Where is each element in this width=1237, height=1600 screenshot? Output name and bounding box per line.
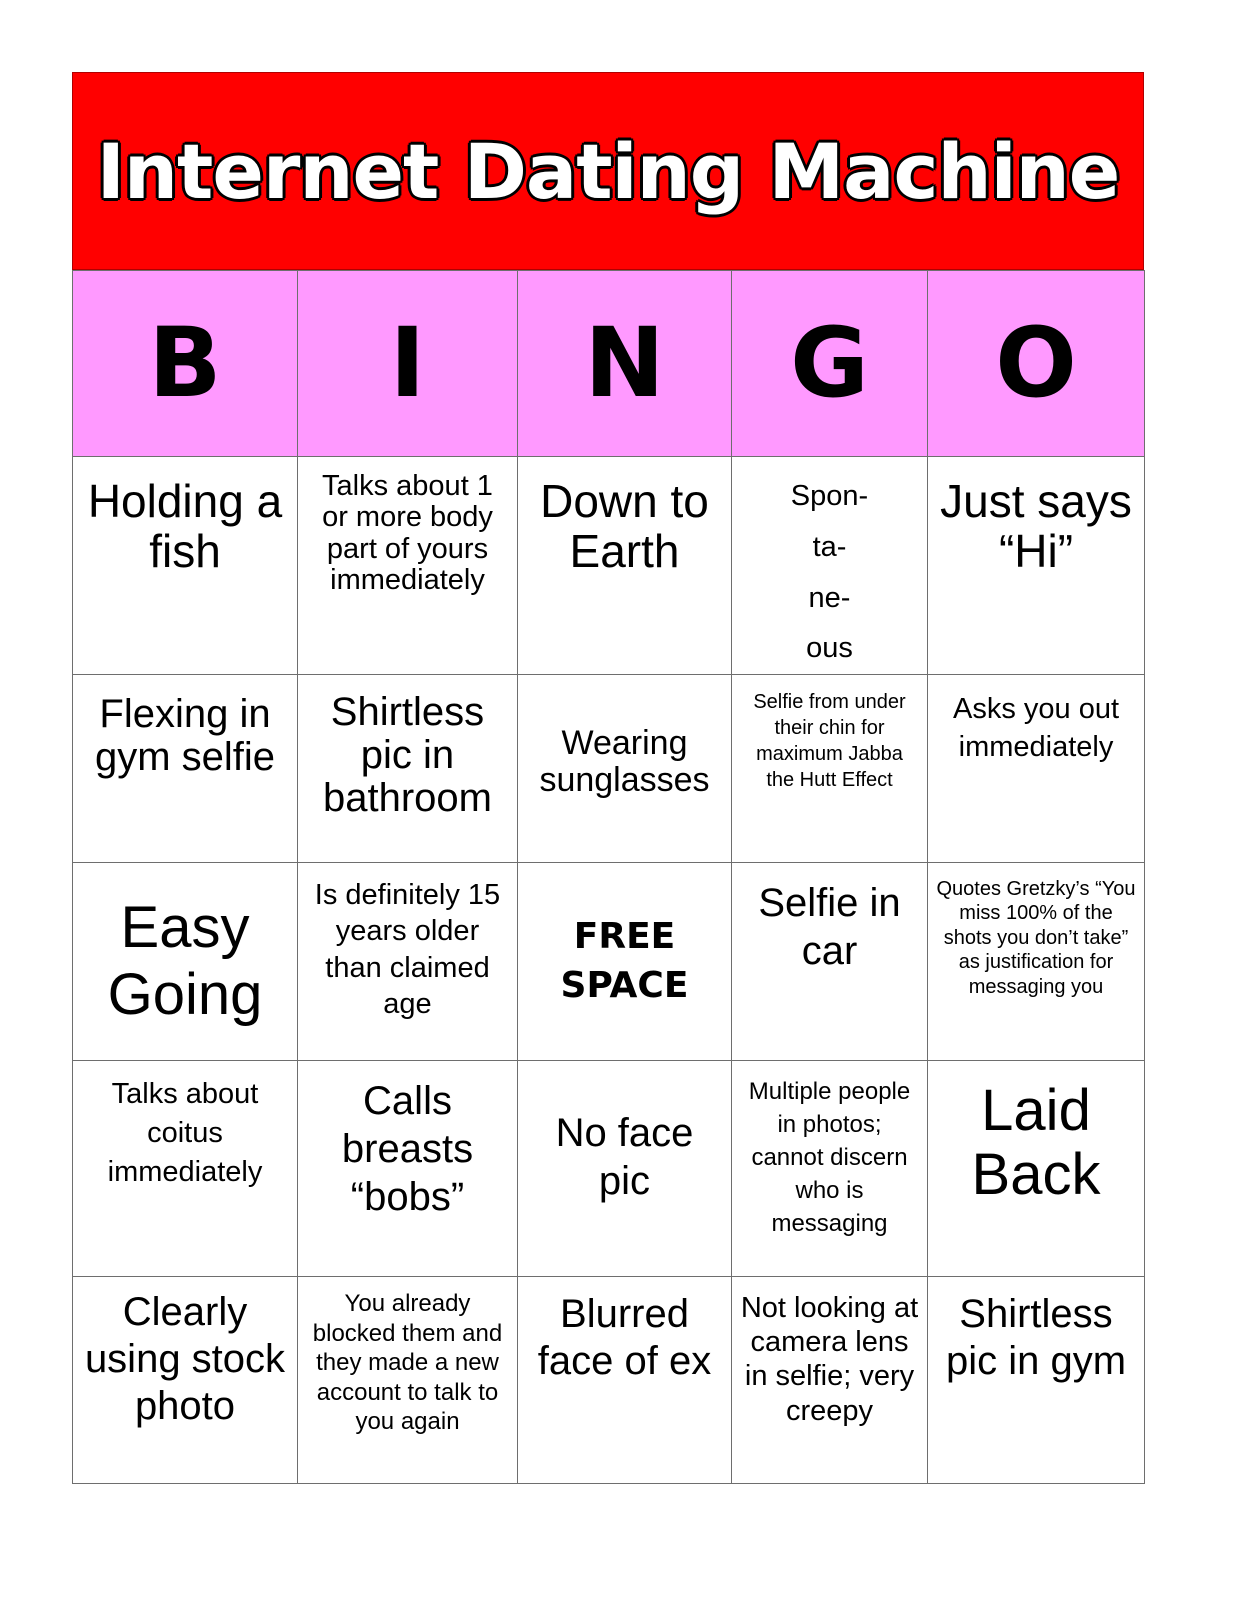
- letter-cell-n: [518, 271, 732, 457]
- square-asks-you-out[interactable]: Asks you out immediately: [928, 675, 1145, 863]
- square-shirtless-gym[interactable]: Shirtless pic in gym: [928, 1277, 1145, 1484]
- bingo-card: [72, 72, 1144, 1484]
- bingo-grid: [72, 270, 1145, 1484]
- square-shirtless-bathroom[interactable]: Shirtless pic in bathroom: [298, 675, 518, 863]
- square-flexing-gym-selfie[interactable]: Flexing in gym selfie: [73, 675, 298, 863]
- letter-cell-g: [732, 271, 928, 457]
- bingo-row-1: [73, 457, 1145, 675]
- square-selfie-in-car[interactable]: Selfie in car: [732, 863, 928, 1061]
- card-title: Internet Dating Machine: [96, 126, 1120, 216]
- square-15-years-older[interactable]: Is definitely 15 years older than claimed age: [298, 863, 518, 1061]
- bingo-row-4: [73, 1061, 1145, 1277]
- square-spontaneous[interactable]: Spon- ta- ne- ous: [732, 457, 928, 675]
- letter-b: B: [148, 306, 222, 419]
- square-talks-coitus[interactable]: Talks about coitus immediately: [73, 1061, 298, 1277]
- letter-cell-o: [928, 271, 1145, 457]
- square-free-space[interactable]: [518, 863, 732, 1061]
- square-just-says-hi[interactable]: Just says “Hi”: [928, 457, 1145, 675]
- square-selfie-under-chin[interactable]: Selfie from under their chin for maximum Jabba the Hutt Effect: [732, 675, 928, 863]
- square-gretzky-quote[interactable]: Quotes Gretzky’s “You miss 100% of the shots you don’t take” as justification for messaging you: [928, 863, 1145, 1061]
- letter-g: G: [790, 306, 869, 419]
- square-talks-body-part[interactable]: Talks about 1 or more body part of yours immediately: [298, 457, 518, 675]
- square-no-face-pic[interactable]: No face pic: [518, 1061, 732, 1277]
- letter-cell-i: [298, 271, 518, 457]
- letter-cell-b: [73, 271, 298, 457]
- square-laid-back[interactable]: Laid Back: [928, 1061, 1145, 1277]
- square-stock-photo[interactable]: Clearly using stock photo: [73, 1277, 298, 1484]
- letter-i: I: [389, 306, 426, 419]
- square-down-to-earth[interactable]: Down to Earth: [518, 457, 732, 675]
- bingo-row-3: [73, 863, 1145, 1061]
- letter-n: N: [584, 306, 665, 419]
- title-banner: [72, 72, 1144, 270]
- square-blocked-new-account[interactable]: You already blocked them and they made a new account to talk to you again: [298, 1277, 518, 1484]
- square-multiple-people[interactable]: Multiple people in photos; cannot discern who is messaging: [732, 1061, 928, 1277]
- bingo-header-row: [73, 271, 1145, 457]
- bingo-row-2: [73, 675, 1145, 863]
- square-wearing-sunglasses[interactable]: Wearing sunglasses: [518, 675, 732, 863]
- square-holding-fish[interactable]: Holding a fish: [73, 457, 298, 675]
- bingo-row-5: [73, 1277, 1145, 1484]
- square-calls-breasts-bobs[interactable]: Calls breasts “bobs”: [298, 1061, 518, 1277]
- square-easy-going[interactable]: Easy Going: [73, 863, 298, 1061]
- square-not-looking-camera[interactable]: Not looking at camera lens in selfie; very creepy: [732, 1277, 928, 1484]
- square-blurred-face-ex[interactable]: Blurred face of ex: [518, 1277, 732, 1484]
- free-space-label: FREE SPACE: [560, 915, 689, 1006]
- letter-o: O: [995, 306, 1077, 419]
